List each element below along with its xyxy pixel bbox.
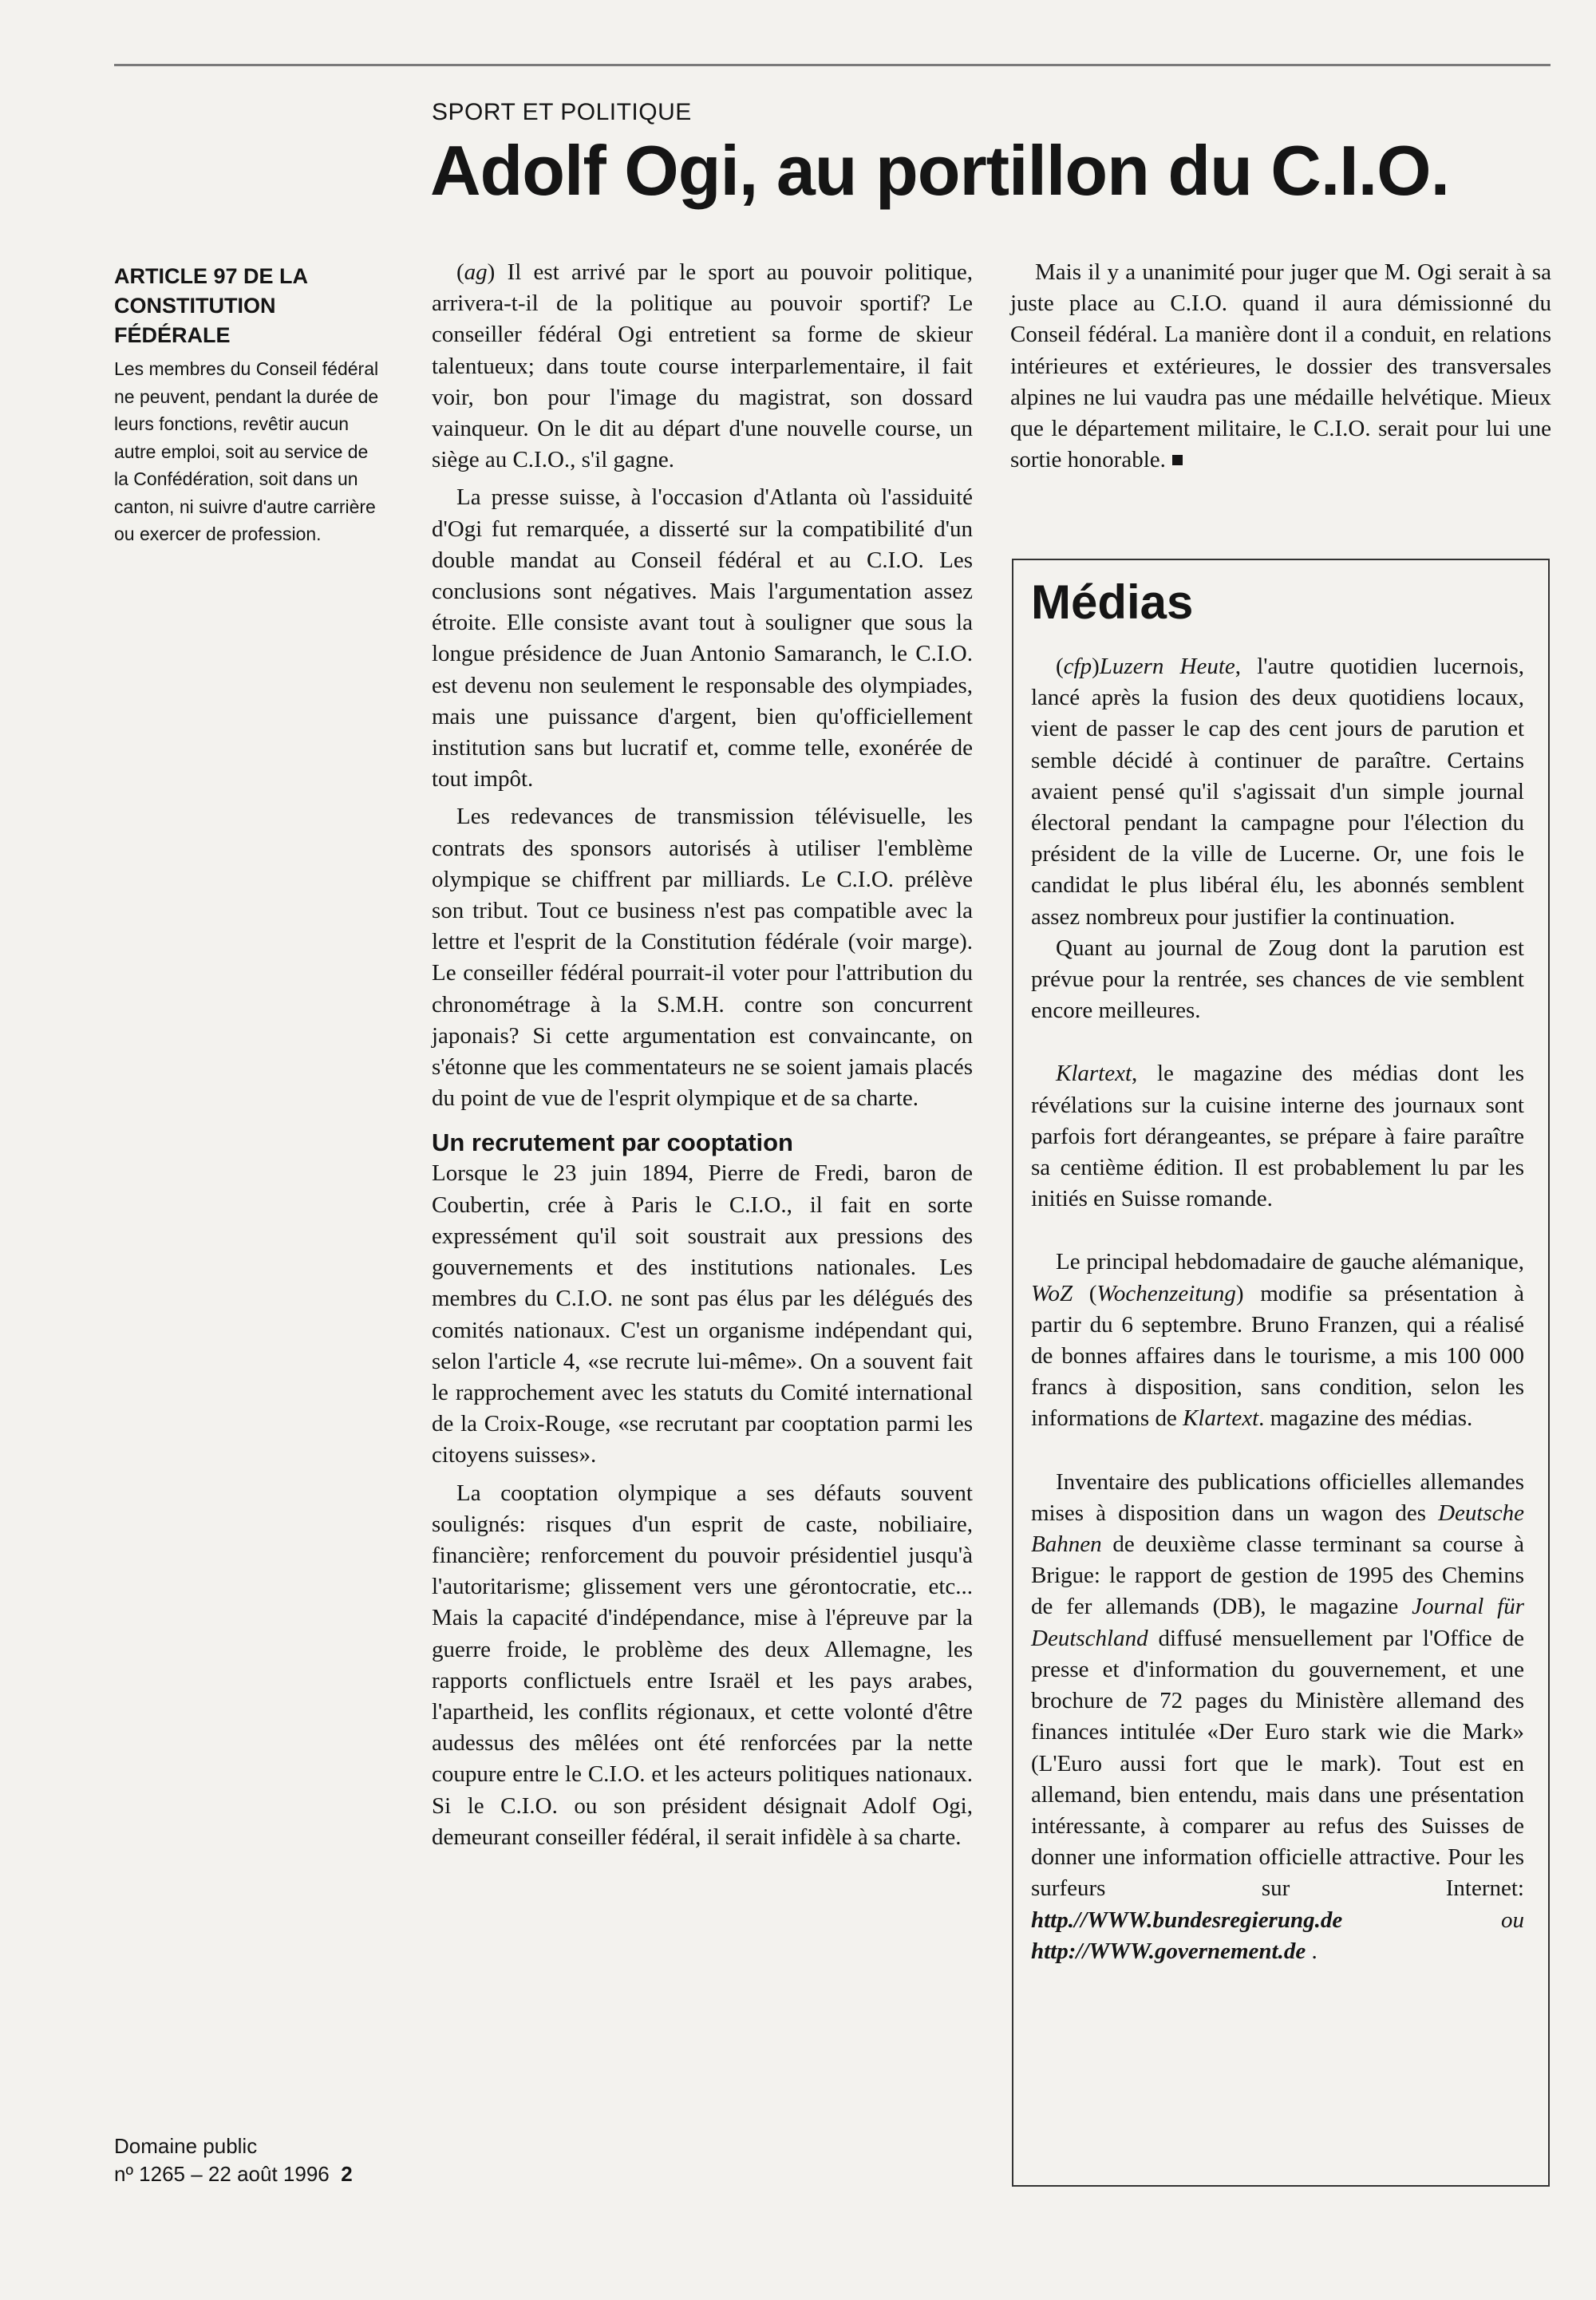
top-rule bbox=[114, 64, 1551, 66]
end-of-article-mark bbox=[1172, 455, 1183, 465]
medias-paragraph: Le principal hebdomadaire de gauche alémanique, WoZ (Wochenzeitung) modifie sa présentation à partir du 6 septembre. Bruno Franzen, qui a réalisé de bonnes affaires dans le tourisme, a mis 100 000 francs à disposition, sans condition, selon les informations de Klartext. magazine des médias. bbox=[1031, 1249, 1524, 1432]
article-paragraph: Mais il y a unanimité pour juger que M. Ogi serait à sa juste place au C.I.O. quand il aura démissionné du Conseil fédéral. La manière dont il a conduit, en relations intérieures et extérieures, le dossier des transversales alpines ne lui vaudra pas une médaille helvétique. Mieux que le département militaire, le C.I.O. serait pour lui une sortie honorable. bbox=[1010, 259, 1551, 473]
sidebar-note bbox=[114, 262, 385, 548]
section-kicker: SPORT ET POLITIQUE bbox=[432, 99, 692, 125]
article-subheading: Un recrutement par cooptation bbox=[432, 1128, 793, 1157]
article-paragraph: (ag) Il est arrivé par le sport au pouvoir politique, arrivera-t-il de la politique au pouvoir sportif? Le conseiller fédéral Ogi entretient sa forme de skieur talentueux; dans toute course interparlementaire, il fait voir, bon pour l'image du magistrat, son dossard vainqueur. On le dit au départ d'une nouvelle course, un siège au C.I.O., s'il gagne. bbox=[432, 259, 973, 473]
page-footer bbox=[114, 2132, 417, 2188]
sidebar-body: Les membres du Conseil fédéral ne peuvent, pendant la durée de leurs fonctions, revêtir aucun autre emploi, soit au service de la Confédération, soit dans un canton, ni suivre d'autre carrière ou exercer de profession. bbox=[114, 358, 379, 544]
author-initials: ag bbox=[464, 259, 488, 285]
page-number: 2 bbox=[341, 2162, 353, 2186]
issue-number-date: nº 1265 – 22 août 1996 bbox=[114, 2162, 330, 2186]
medias-heading: Médias bbox=[1031, 575, 1194, 629]
url-link[interactable]: http.//WWW.bundesregierung.de bbox=[1031, 1907, 1343, 1933]
publication-name: Domaine public bbox=[114, 2134, 258, 2158]
article-column-1 bbox=[432, 257, 973, 1859]
medias-paragraph: Quant au journal de Zoug dont la parution est prévue pour la rentrée, ses chances de vie semblent encore meilleures. bbox=[1031, 935, 1524, 1024]
article-paragraph: La cooptation olympique a ses défauts souvent soulignés: risques d'un esprit de caste, nobiliaire, financière; renforcement du pouvoir présidentiel jusqu'à l'autoritarisme; glissement vers une gérontocratie, etc... Mais la capacité d'indépendance, mise à l'épreuve par la guerre froide, le problème des deux Allemagne, les rapports conflictuels entre Israël et les pays arabes, l'apartheid, les conflits régionaux, et cette volonté d'être audessus des mêlées ont été renforcées par la nette coupure entre le C.I.O. et les acteurs politiques nationaux. Si le C.I.O. ou son président désignait Adolf Ogi, demeurant conseiller fédéral, il serait infidèle à sa charte. bbox=[432, 1480, 973, 1850]
url-link[interactable]: http://WWW.governement.de bbox=[1031, 1938, 1306, 1964]
sidebar-heading: ARTICLE 97 DE LA CONSTITUTION FÉDÉRALE bbox=[114, 264, 308, 347]
article-paragraph: Lorsque le 23 juin 1894, Pierre de Fredi, baron de Coubertin, crée à Paris le C.I.O., il fait en sorte expressément qu'il soit soustrait aux pressions des gouvernements et des institutions nationales. Les membres du C.I.O. ne sont pas élus par les délégués des comités nationaux. C'est un organisme indépendant qui, selon l'article 4, «se recrute lui-même». On a souvent fait le rapprochement avec les statuts du Comité international de la Croix-Rouge, «se recrutant par cooptation parmi les citoyens suisses». bbox=[432, 1160, 973, 1468]
article-paragraph: Les redevances de transmission télévisuelle, les contrats des sponsors autorisés à utiliser l'emblème olympique se chiffrent par milliards. Le C.I.O. prélève son tribut. Tout ce business n'est pas compatible avec la lettre et l'esprit de la Constitution fédérale (voir marge). Le conseiller fédéral pourrait-il voter pour l'attribution du chronométrage à la S.M.H. contre son concurrent japonais? Si cette argumentation est convaincante, on s'étonne que les commentateurs ne se soient jamais placés du point de vue de l'esprit olympique et de sa charte. bbox=[432, 804, 973, 1112]
article-paragraph: La presse suisse, à l'occasion d'Atlanta où l'assiduité d'Ogi fut remarquée, a disserté sur la compatibilité d'un double mandat au Conseil fédéral et au C.I.O. Les conclusions sont négatives. Mais l'argumentation assez étroite. Elle consiste avant tout à souligner que sous la longue présidence de Juan Antonio Samaranch, le C.I.O. est devenu non seulement le responsable des olympiades, mais une puissance d'argent, bien qu'officiellement institution sans but lucratif et, comme telle, exonérée de tout impôt. bbox=[432, 484, 973, 792]
issue-line bbox=[114, 2160, 417, 2188]
article-column-2 bbox=[1010, 257, 1551, 482]
medias-paragraph: Inventaire des publications officielles allemandes mises à disposition dans un wagon des Deutsche Bahnen de deuxième classe terminant sa course à Brigue: le rapport de gestion de 1995 des Chemins de fer allemands (DB), le magazine Journal für Deutschland diffusé mensuellement par l'Office de presse et d'information du gouvernement, et une brochure de 72 pages du Ministère allemand des finances intitulée «Der Euro stark wie die Mark» (L'Euro aussi fort que le mark). Tout est en allemand, bien entendu, mais dans une présentation intéressante, à comparer au refus des Suisses de donner une information officielle attractive. Pour les surfeurs sur Internet: http.//WWW.bundesregierung.de ou http://WWW.governement.de . bbox=[1031, 1468, 1524, 1964]
medias-paragraph: Klartext, le magazine des médias dont les révélations sur la cuisine interne des journaux sont parfois fort dérangeantes, se prépare à faire paraître sa centième édition. Il est probablement lu par les initiés en Suisse romande. bbox=[1031, 1061, 1524, 1212]
medias-box bbox=[1012, 559, 1550, 2187]
article-title: Adolf Ogi, au portillon du C.I.O. bbox=[430, 131, 1450, 210]
medias-paragraph: (cfp)Luzern Heute, l'autre quotidien lucernois, lancé après la fusion des deux quotidiens locaux, vient de passer le cap des cent jours de parution et semble décidé à continuer de paraître. Certains avaient pensé qu'il s'agissait d'un simple journal électoral pendant la campagne pour l'élection du président de la ville de Lucerne. Or, une fois le candidat le plus libéral élu, les abonnés semblent assez nombreux pour justifier la continuation. bbox=[1031, 654, 1524, 930]
